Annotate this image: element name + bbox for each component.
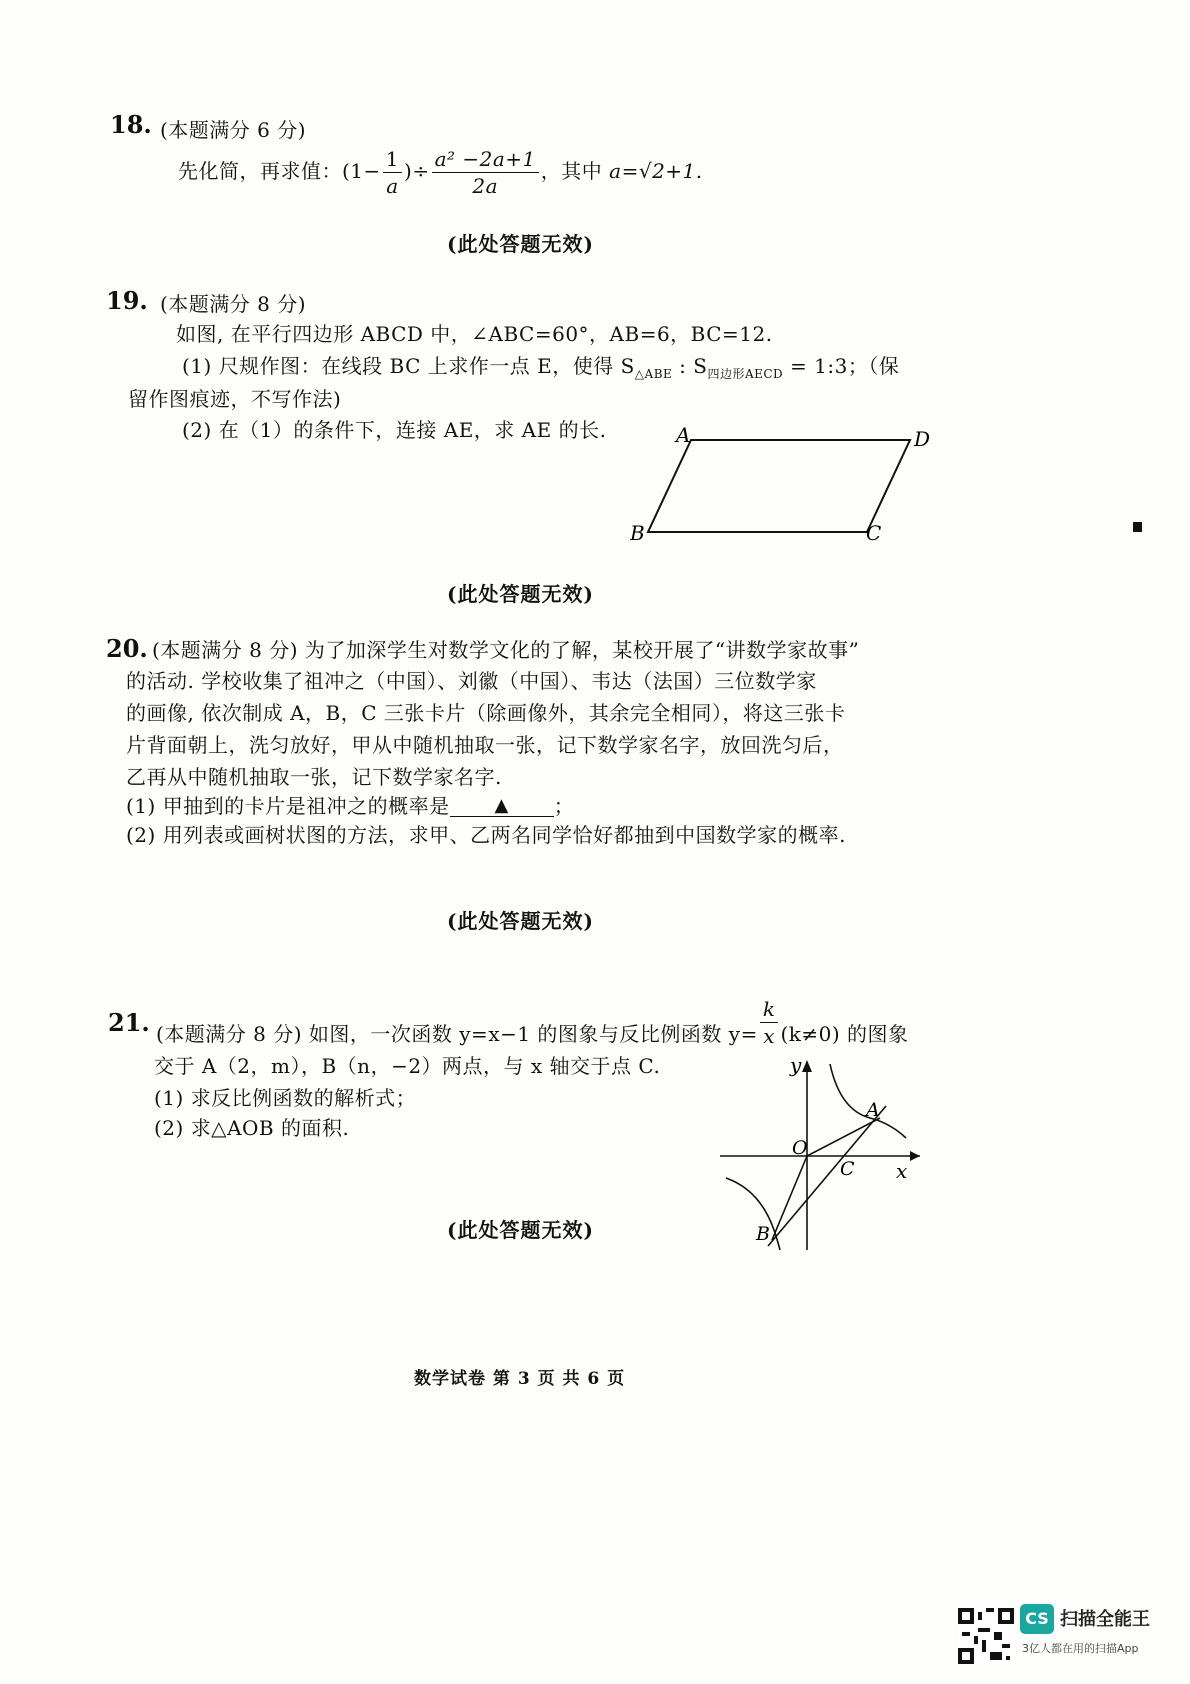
q19-sub-abe: △ABE xyxy=(634,367,673,381)
label-b: B xyxy=(630,521,645,545)
q21-fraction xyxy=(760,996,779,1049)
camscanner-logo-icon: CS xyxy=(1020,1604,1054,1634)
q19-line2b: : S xyxy=(672,354,708,378)
answer-blank xyxy=(450,792,554,817)
label-b: B xyxy=(756,1223,770,1245)
label-c: C xyxy=(840,1158,855,1180)
q20-line7: (2) 用列表或画树状图的方法，求甲、乙两名同学恰好都抽到中国数学家的概率. xyxy=(126,823,847,847)
q18-expr-open: (1− xyxy=(342,159,381,183)
q18-frac1-num: 1 xyxy=(383,146,402,173)
q20-line3: 的画像, 依次制成 A，B，C 三张卡片（除画像外，其余完全相同），将这三张卡 xyxy=(126,701,846,725)
q18-fraction-2 xyxy=(432,146,539,199)
q19-line2a: (1) 尺规作图：在线段 BC 上求作一点 E，使得 S xyxy=(182,354,635,378)
label-y: y xyxy=(790,1053,802,1077)
q20-invalid-notice: (此处答题无效) xyxy=(447,909,594,933)
q21-line2: 交于 A（2，m），B（n，−2）两点，与 x 轴交于点 C. xyxy=(154,1054,661,1078)
q18-frac2-num: a² −2a+1 xyxy=(432,146,539,173)
label-d: D xyxy=(914,427,931,451)
q21-frac-num: k xyxy=(760,996,779,1023)
label-o: O xyxy=(792,1137,808,1159)
linear-function-line xyxy=(768,1106,886,1246)
q19-line1: 如图, 在平行四边形 ABCD 中，∠ABC=60°，AB=6，BC=12. xyxy=(176,322,773,346)
q19-sub-aecd: 四边形AECD xyxy=(707,367,784,381)
q21-invalid-notice: (此处答题无效) xyxy=(447,1218,594,1242)
watermark-tagline: 3亿人都在用的扫描App xyxy=(1022,1642,1139,1655)
q20-line1: (本题满分 8 分) 为了加深学生对数学文化的了解，某校开展了“讲数学家故事” xyxy=(152,638,860,662)
q21-line4: (2) 求△AOB 的面积. xyxy=(154,1116,350,1140)
function-graph-figure xyxy=(720,1050,930,1255)
q20-line5: 乙再从中随机抽取一张，记下数学家名字. xyxy=(126,765,502,789)
x-axis-arrow-icon xyxy=(910,1151,920,1161)
label-a: A xyxy=(676,424,691,447)
segment-ob xyxy=(772,1156,807,1240)
q20-line6-end: ； xyxy=(553,794,575,818)
segment-oa xyxy=(807,1118,880,1156)
q19-line3: 留作图痕迹，不写作法) xyxy=(128,387,342,411)
q18-points: (本题满分 6 分) xyxy=(160,118,307,142)
q18-expression xyxy=(178,146,703,199)
q18-frac1-den: a xyxy=(386,174,399,198)
q20-number: 20. xyxy=(106,634,148,663)
watermark-app-name: 扫描全能王 xyxy=(1060,1609,1150,1630)
q20-line6 xyxy=(126,790,574,819)
y-axis-arrow-icon xyxy=(802,1060,812,1072)
parallelogram-figure xyxy=(630,424,950,554)
parallelogram-abcd xyxy=(648,440,910,532)
qr-code-icon xyxy=(958,1608,1014,1664)
q19-line2c: = 1:3；（保 xyxy=(783,354,900,378)
blank-triangle-icon: ▲ xyxy=(494,795,509,816)
q20-line2: 的活动. 学校收集了祖冲之（中国）、刘徽（中国）、韦达（法国）三位数学家 xyxy=(126,669,817,693)
page-footer: 数学试卷 第 3 页 共 6 页 xyxy=(414,1369,626,1389)
label-c: C xyxy=(866,521,882,545)
label-a: A xyxy=(866,1099,880,1121)
q21-line1b: (k≠0) 的图象 xyxy=(780,1022,909,1046)
q18-suffix-label: ，其中 xyxy=(540,159,610,183)
q18-number: 18. xyxy=(110,110,152,139)
q18-invalid-notice: (此处答题无效) xyxy=(447,232,594,256)
q18-expr-div: )÷ xyxy=(404,159,430,183)
q21-line1a: (本题满分 8 分) 如图，一次函数 y=x−1 的图象与反比例函数 y= xyxy=(156,1022,758,1046)
scan-mark xyxy=(1133,522,1142,532)
q19-line2 xyxy=(182,350,899,382)
q21-frac-den: x xyxy=(763,1024,776,1048)
q18-frac2-den: 2a xyxy=(472,174,499,198)
q18-suffix-value: a=√2+1. xyxy=(609,159,703,183)
q21-number: 21. xyxy=(108,1008,150,1037)
label-x: x xyxy=(896,1159,908,1183)
q20-line6-text: (1) 甲抽到的卡片是祖冲之的概率是 xyxy=(126,794,450,818)
q21-line1 xyxy=(156,996,909,1049)
q19-number: 19. xyxy=(106,286,148,315)
q21-line3: (1) 求反比例函数的解析式； xyxy=(154,1086,417,1110)
q19-points: (本题满分 8 分) xyxy=(160,292,307,316)
q19-line4: (2) 在（1）的条件下，连接 AE，求 AE 的长. xyxy=(182,418,607,442)
q20-line4: 片背面朝上，洗匀放好，甲从中随机抽取一张，记下数学家名字，放回洗匀后， xyxy=(126,733,844,757)
q18-prefix: 先化简，再求值： xyxy=(178,159,342,183)
q19-invalid-notice: (此处答题无效) xyxy=(447,582,594,606)
q18-fraction-1 xyxy=(383,146,402,199)
